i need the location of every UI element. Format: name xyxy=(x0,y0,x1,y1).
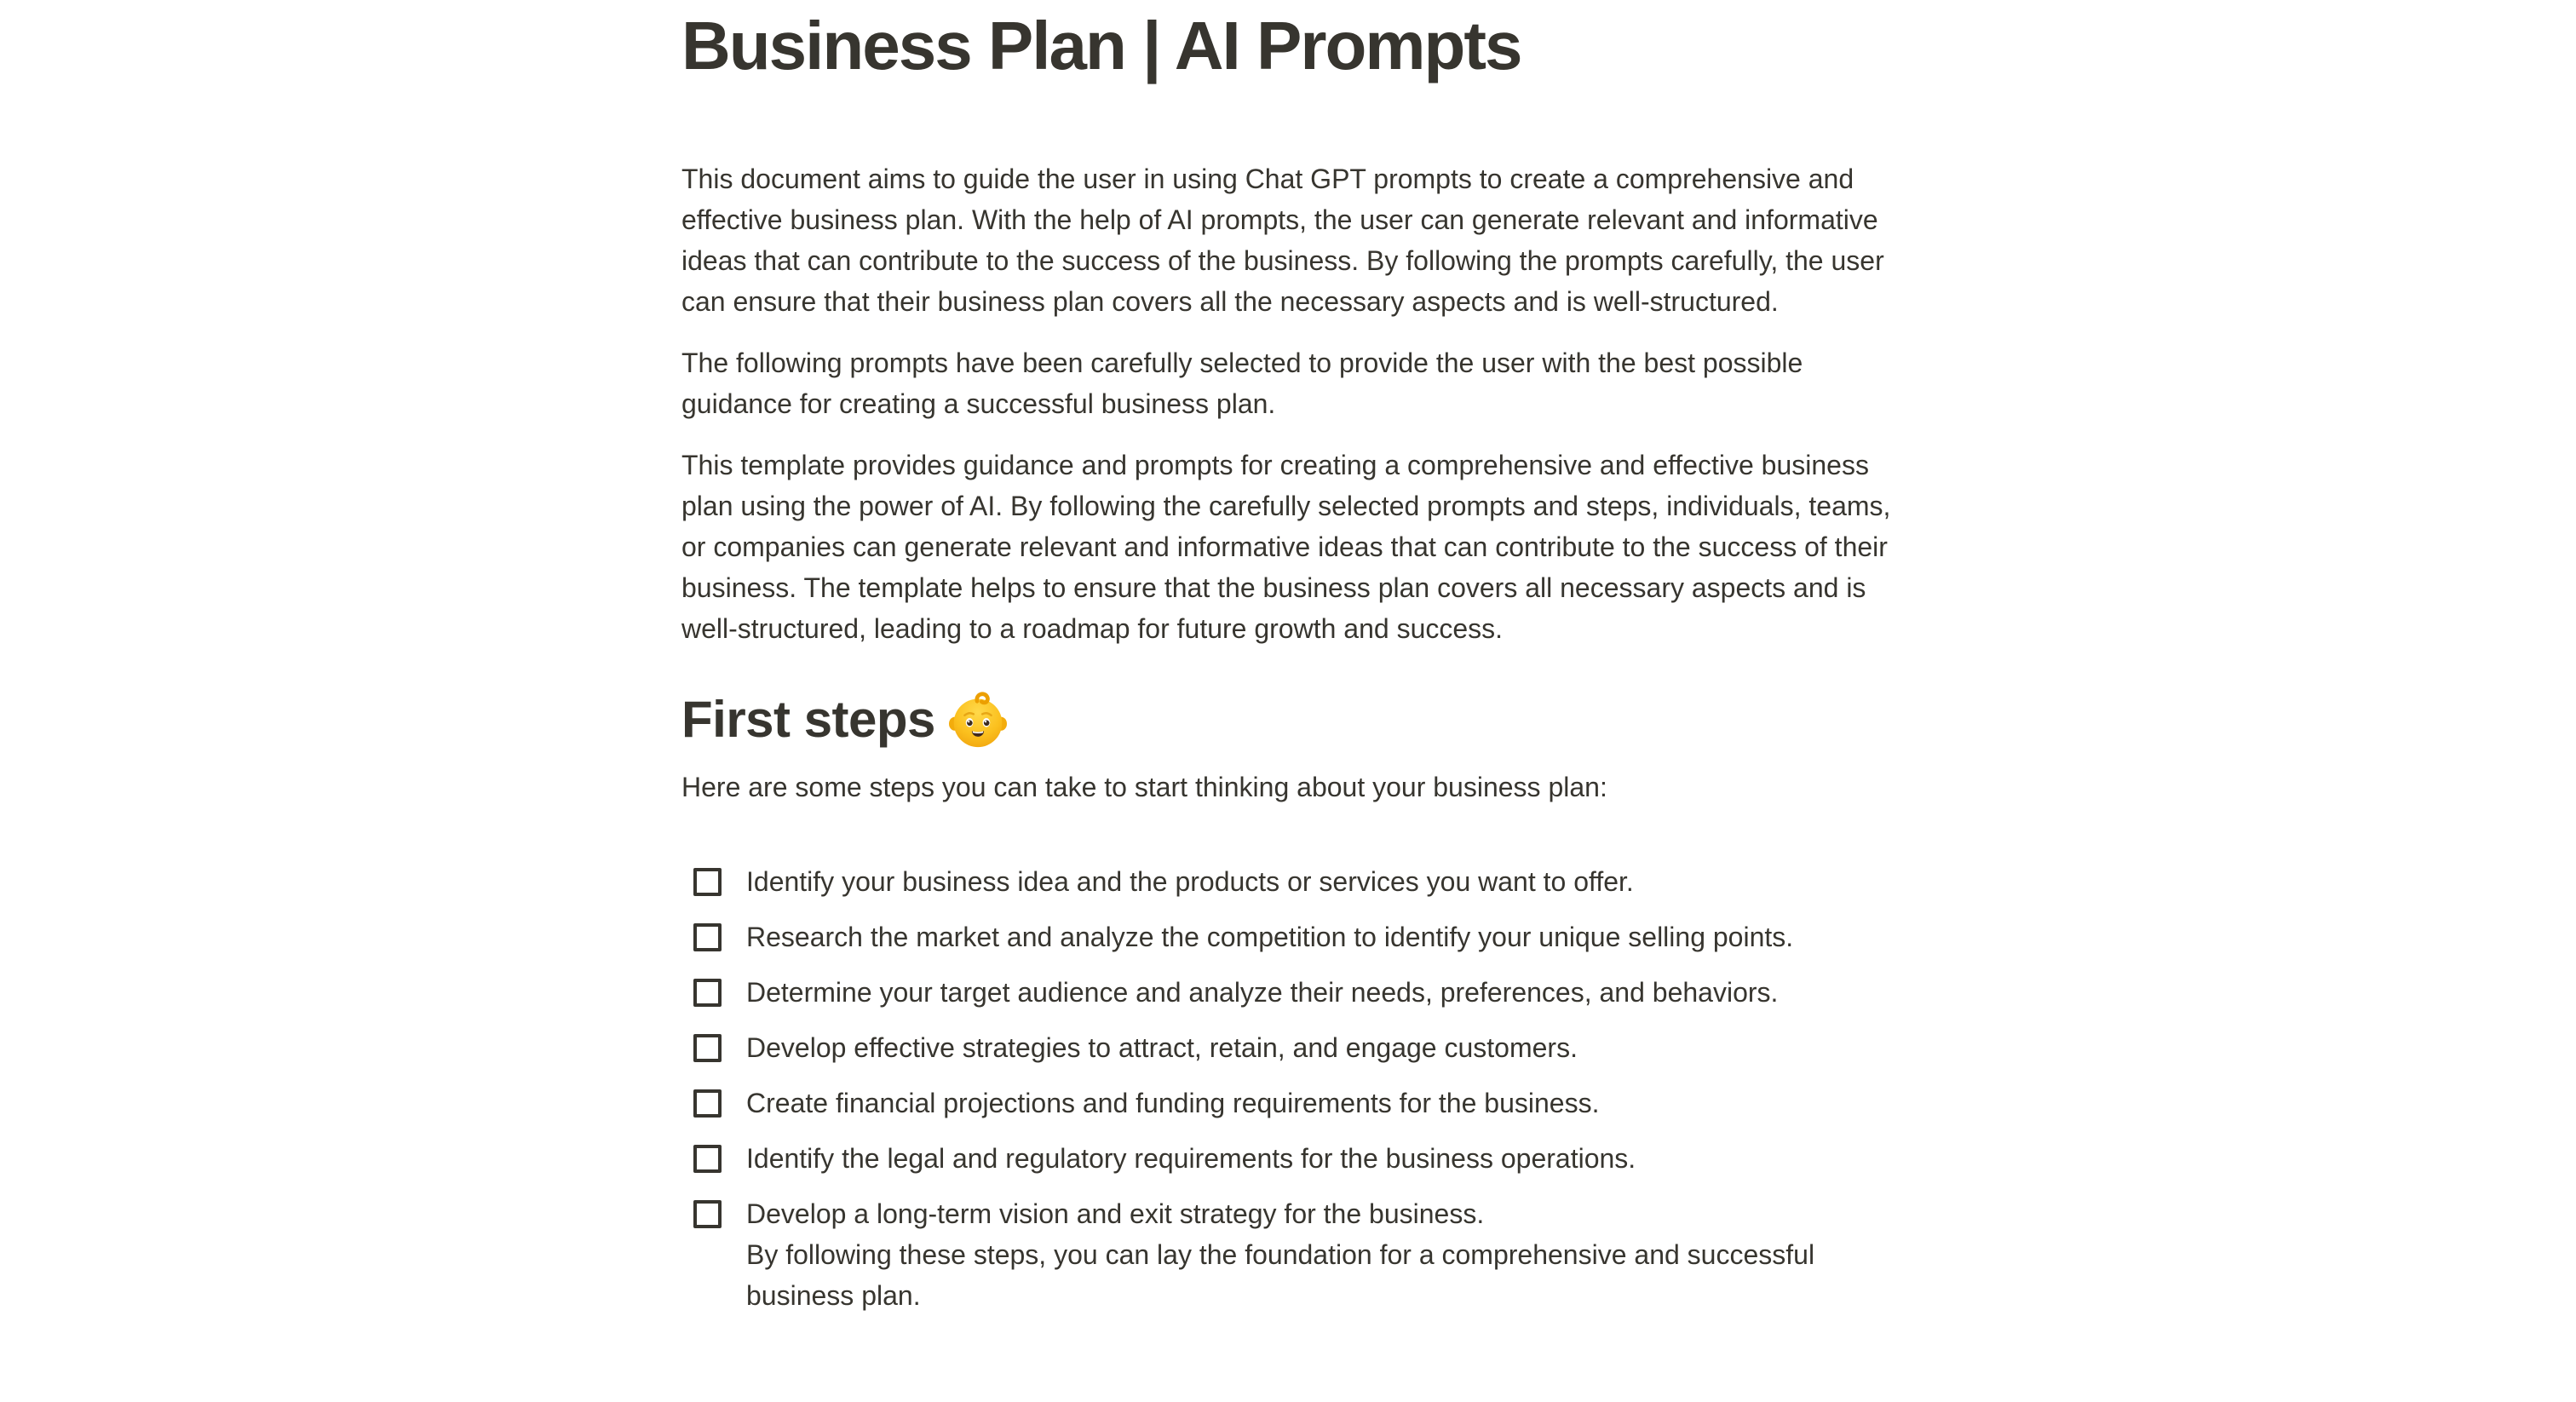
page-title: Business Plan | AI Prompts xyxy=(681,8,1521,83)
section-heading xyxy=(681,687,1917,753)
todo-checkbox[interactable] xyxy=(693,923,722,951)
todo-item xyxy=(681,1193,1917,1234)
todo-label: Identify the legal and regulatory requirements for the business operations. xyxy=(746,1143,1636,1174)
todo-checkbox[interactable] xyxy=(693,868,722,896)
todo-label: Create financial projections and funding requirements for the business. xyxy=(746,1088,1600,1118)
section-intro: Here are some steps you can take to start thinking about your business plan: xyxy=(681,772,1607,802)
todo-checkbox[interactable] xyxy=(693,1200,722,1228)
todo-checkbox[interactable] xyxy=(693,1089,722,1118)
todo-item xyxy=(681,1027,1917,1068)
todo-label: Research the market and analyze the competition to identify your unique selling points. xyxy=(746,922,1794,952)
baby-emoji-icon xyxy=(949,691,1007,749)
section-heading-text: First steps xyxy=(681,691,935,748)
todo-label: Develop a long-term vision and exit strategy for the business. xyxy=(746,1198,1485,1229)
todo-list xyxy=(681,861,1917,1234)
todo-label: Develop effective strategies to attract, retain, and engage customers. xyxy=(746,1032,1578,1063)
todo-item xyxy=(681,861,1917,902)
todo-label: Identify your business idea and the products or services you want to offer. xyxy=(746,866,1634,897)
todo-item xyxy=(681,916,1917,957)
todo-label: Determine your target audience and analyze their needs, preferences, and behaviors. xyxy=(746,977,1779,1008)
todo-item xyxy=(681,1138,1917,1179)
todo-followup: By following these steps, you can lay the foundation for a comprehensive and successful business plan. xyxy=(746,1239,1815,1311)
todo-checkbox[interactable] xyxy=(693,1145,722,1173)
todo-item xyxy=(681,1083,1917,1123)
intro-paragraph: The following prompts have been carefully selected to provide the user with the best possible guidance for creating a successful business plan. xyxy=(681,348,1803,419)
intro-paragraph: This document aims to guide the user in using Chat GPT prompts to create a comprehensive and effective business plan. With the help of AI prompts, the user can generate relevant and informative ideas that can contribute to the success of the business. By following the prompts carefully, the user can ensure that their business plan covers all the necessary aspects and is well-structured. xyxy=(681,164,1884,317)
todo-checkbox[interactable] xyxy=(693,1034,722,1062)
intro-paragraph: This template provides guidance and prompts for creating a comprehensive and effective business plan using the power of AI. By following the carefully selected prompts and steps, individuals, teams, or companies can generate relevant and informative ideas that can contribute to the success of their business. The template helps to ensure that the business plan covers all necessary aspects and is well-structured, leading to a roadmap for future growth and success. xyxy=(681,450,1891,644)
todo-item xyxy=(681,972,1917,1013)
intro-paragraphs xyxy=(681,158,1917,649)
document-page xyxy=(681,0,1917,1316)
todo-checkbox[interactable] xyxy=(693,979,722,1007)
